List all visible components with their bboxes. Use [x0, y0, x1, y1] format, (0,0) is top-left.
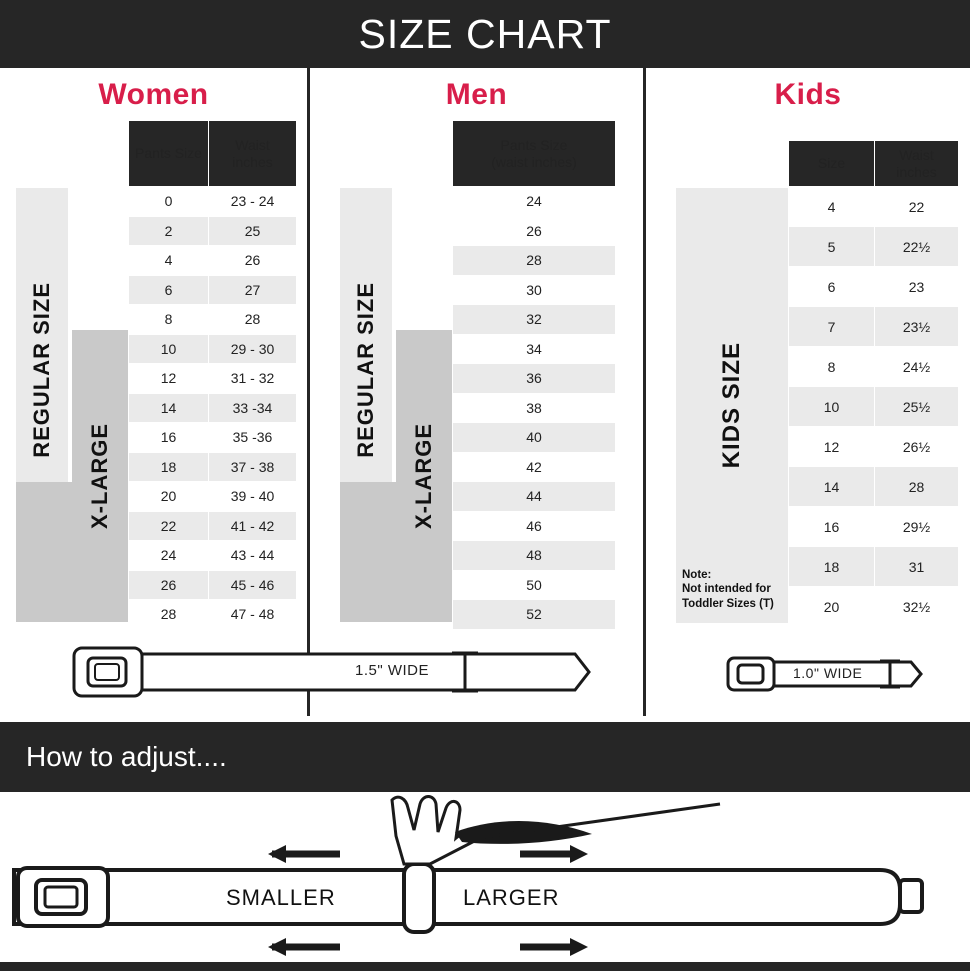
- smaller-label: SMALLER: [226, 885, 336, 910]
- cell-size: 18: [129, 452, 209, 482]
- cell-waist: 26: [209, 246, 297, 276]
- cell-size: 8: [129, 305, 209, 335]
- cell-size: 28: [129, 600, 209, 630]
- table-row: [129, 423, 297, 453]
- cell-size: 20: [789, 587, 875, 627]
- cell-waist: 47 - 48: [209, 600, 297, 630]
- cell-size: 6: [129, 275, 209, 305]
- men-regular-size-label: REGULAR SIZE: [340, 188, 392, 552]
- how-to-adjust-bar: [0, 722, 970, 792]
- men-col-pants-size: Pants Size (waist inches): [453, 121, 616, 187]
- women-col-pants-size: Pants Size: [129, 121, 209, 187]
- cell-waist: 28: [209, 305, 297, 335]
- adult-belt-figure: [70, 640, 595, 705]
- table-row: [453, 482, 616, 512]
- table-row: [453, 187, 616, 217]
- cell-size: 4: [789, 187, 875, 227]
- women-col-waist-inches: Waist inches: [209, 121, 297, 187]
- cell-size: 32: [453, 305, 616, 335]
- cell-size: 4: [129, 246, 209, 276]
- table-row: [789, 307, 959, 347]
- page-title-bar: [0, 0, 970, 68]
- kids-note-line-3: Toddler Sizes (T): [682, 597, 774, 610]
- cell-size: 20: [129, 482, 209, 512]
- cell-size: 26: [453, 216, 616, 246]
- cell-size: 14: [789, 467, 875, 507]
- cell-size: 48: [453, 541, 616, 571]
- table-row: [453, 541, 616, 571]
- table-row: [789, 187, 959, 227]
- cell-size: 6: [789, 267, 875, 307]
- larger-label: LARGER: [463, 885, 560, 910]
- table-row: [789, 467, 959, 507]
- kids-belt-width-label: 1.0" WIDE: [793, 665, 863, 681]
- table-row: [129, 216, 297, 246]
- kids-note-line-2: Not intended for: [682, 583, 771, 596]
- cell-waist: 23½: [875, 307, 959, 347]
- table-row: [453, 511, 616, 541]
- kids-note: [682, 568, 797, 611]
- table-row: [129, 305, 297, 335]
- table-row: [129, 482, 297, 512]
- table-header-row: [453, 121, 616, 187]
- cell-waist: 25: [209, 216, 297, 246]
- table-row: [453, 393, 616, 423]
- cell-size: 28: [453, 246, 616, 276]
- cell-waist: 24½: [875, 347, 959, 387]
- cell-size: 12: [129, 364, 209, 394]
- cell-size: 38: [453, 393, 616, 423]
- adjust-belt-svg: [0, 792, 970, 971]
- kids-belt-figure: [725, 652, 925, 700]
- bottom-rule: [0, 962, 970, 971]
- men-size-table: [452, 120, 616, 630]
- cell-waist: 29 - 30: [209, 334, 297, 364]
- women-regular-size-label: REGULAR SIZE: [16, 188, 68, 552]
- table-row: [453, 452, 616, 482]
- table-row: [453, 275, 616, 305]
- table-row: [453, 246, 616, 276]
- cell-size: 40: [453, 423, 616, 453]
- cell-waist: 29½: [875, 507, 959, 547]
- women-size-table: [128, 120, 297, 630]
- cell-size: 26: [129, 570, 209, 600]
- men-table-body: [453, 187, 616, 630]
- cell-size: 22: [129, 511, 209, 541]
- cell-size: 24: [453, 187, 616, 217]
- table-row: [789, 227, 959, 267]
- cell-waist: 32½: [875, 587, 959, 627]
- table-row: [129, 187, 297, 217]
- adjust-illustration: [0, 792, 970, 971]
- cell-waist: 39 - 40: [209, 482, 297, 512]
- how-to-adjust-title: How to adjust....: [26, 741, 227, 772]
- kids-table-body: [789, 187, 959, 627]
- table-row: [789, 267, 959, 307]
- cell-waist: 33 -34: [209, 393, 297, 423]
- cell-waist: 27: [209, 275, 297, 305]
- cell-waist: 23: [875, 267, 959, 307]
- cell-waist: 31 - 32: [209, 364, 297, 394]
- adult-belt-width-label: 1.5" WIDE: [355, 662, 430, 679]
- cell-size: 44: [453, 482, 616, 512]
- adult-belt-svg: [70, 640, 595, 705]
- table-row: [129, 600, 297, 630]
- cell-size: 50: [453, 570, 616, 600]
- cell-size: 5: [789, 227, 875, 267]
- cell-waist: 43 - 44: [209, 541, 297, 571]
- cell-size: 30: [453, 275, 616, 305]
- cell-waist: 41 - 42: [209, 511, 297, 541]
- women-table-wrap: [128, 120, 297, 630]
- table-row: [453, 334, 616, 364]
- table-row: [789, 587, 959, 627]
- cell-waist: 23 - 24: [209, 187, 297, 217]
- cell-waist: 31: [875, 547, 959, 587]
- table-row: [453, 305, 616, 335]
- table-row: [129, 452, 297, 482]
- table-row: [129, 334, 297, 364]
- women-heading: Women: [98, 78, 209, 111]
- cell-size: 18: [789, 547, 875, 587]
- cell-size: 10: [129, 334, 209, 364]
- kids-heading: Kids: [774, 78, 842, 111]
- table-row: [129, 246, 297, 276]
- table-row: [453, 364, 616, 394]
- kids-note-line-1: Note:: [682, 569, 712, 581]
- men-table-wrap: [452, 120, 616, 630]
- kids-col-size: Size: [789, 141, 875, 187]
- cell-size: 52: [453, 600, 616, 630]
- cell-size: 12: [789, 427, 875, 467]
- table-header-row: [129, 121, 297, 187]
- cell-size: 8: [789, 347, 875, 387]
- table-row: [789, 427, 959, 467]
- cell-size: 24: [129, 541, 209, 571]
- cell-waist: 45 - 46: [209, 570, 297, 600]
- cell-size: 16: [129, 423, 209, 453]
- table-row: [129, 541, 297, 571]
- cell-size: 16: [789, 507, 875, 547]
- men-heading: Men: [445, 78, 508, 111]
- cell-size: 36: [453, 364, 616, 394]
- table-row: [453, 600, 616, 630]
- cell-size: 46: [453, 511, 616, 541]
- page-title: SIZE CHART: [358, 10, 612, 57]
- kids-size-table: [788, 140, 959, 627]
- table-row: [129, 364, 297, 394]
- cell-waist: 22: [875, 187, 959, 227]
- cell-waist: 22½: [875, 227, 959, 267]
- kids-col-waist-inches: Waist inches: [875, 141, 959, 187]
- table-row: [453, 216, 616, 246]
- table-row: [453, 423, 616, 453]
- table-row: [129, 275, 297, 305]
- table-row: [453, 570, 616, 600]
- cell-waist: 25½: [875, 387, 959, 427]
- cell-size: 10: [789, 387, 875, 427]
- men-xlarge-label: X-LARGE: [396, 330, 452, 622]
- cell-size: 7: [789, 307, 875, 347]
- cell-waist: 35 -36: [209, 423, 297, 453]
- table-row: [129, 511, 297, 541]
- cell-waist: 37 - 38: [209, 452, 297, 482]
- women-xlarge-label: X-LARGE: [72, 330, 128, 622]
- table-row: [129, 393, 297, 423]
- table-row: [789, 347, 959, 387]
- table-row: [789, 387, 959, 427]
- cell-size: 2: [129, 216, 209, 246]
- cell-waist: 26½: [875, 427, 959, 467]
- table-header-row: [789, 141, 959, 187]
- cell-size: 42: [453, 452, 616, 482]
- cell-size: 0: [129, 187, 209, 217]
- kids-table-wrap: [788, 140, 959, 627]
- women-table-body: [129, 187, 297, 630]
- table-row: [789, 547, 959, 587]
- cell-waist: 28: [875, 467, 959, 507]
- kids-size-label: KIDS SIZE: [676, 188, 788, 623]
- cell-size: 14: [129, 393, 209, 423]
- table-row: [129, 570, 297, 600]
- cell-size: 34: [453, 334, 616, 364]
- table-row: [789, 507, 959, 547]
